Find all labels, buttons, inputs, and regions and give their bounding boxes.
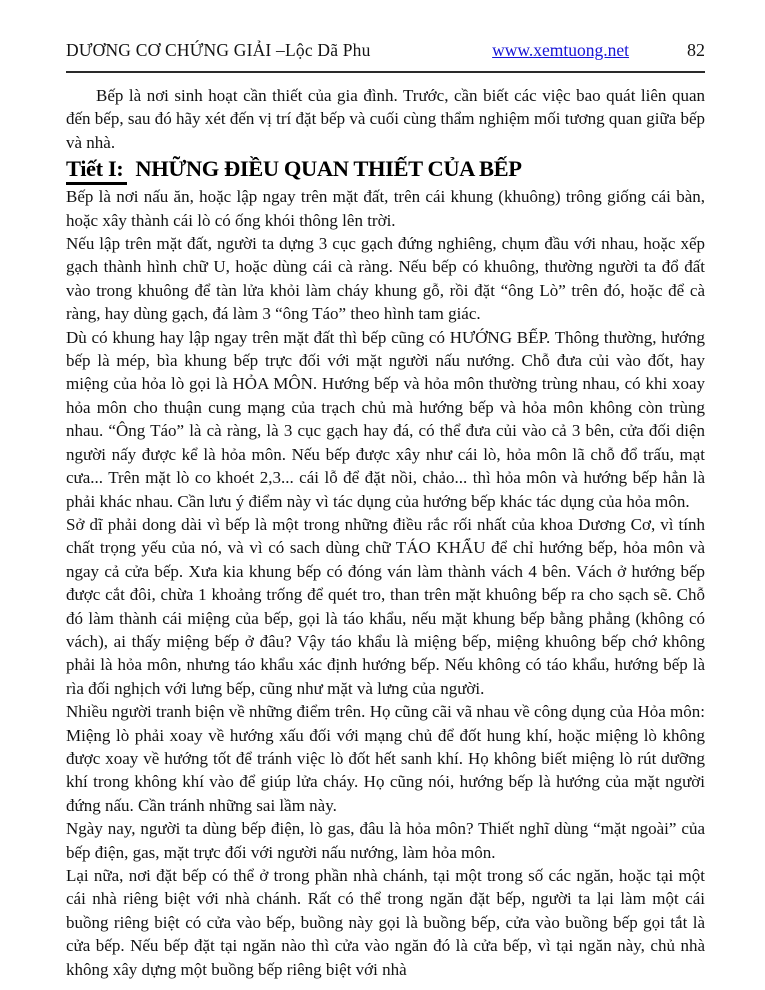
header-right-group — [492, 40, 705, 61]
section-heading — [66, 155, 705, 185]
body-paragraph: Nếu lập trên mặt đất, người ta dựng 3 cục gạch đứng nghiêng, chụm đầu với nhau, hoặc xếp gạch thành hình chữ U, hoặc dùng cái cà ràng. Nếu bếp có khuông, thường người ta đổ đất vào trong khuông để tàn lửa khỏi làm cháy khung gỗ, rồi đặt “ông Lò” trên đó, hoặc để cà ràng, hay dùng gạch, đá làm 3 “ông Táo” theo hình tam giác. — [66, 234, 705, 324]
section-heading-label: Tiết I: — [66, 155, 127, 185]
body-content — [66, 84, 705, 981]
document-title: DƯƠNG CƠ CHỨNG GIẢI –Lộc Dã Phu — [66, 40, 371, 60]
body-paragraph: Bếp là nơi nấu ăn, hoặc lập ngay trên mặt đất, trên cái khung (khuông) trông giống cái bàn, hoặc xây thành cái lò có ống khói thông lên trời. — [66, 187, 705, 230]
body-paragraph: Sở dĩ phải dong dài vì bếp là một trong những điều rắc rối nhất của khoa Dương Cơ, vì tính chất trọng yếu của nó, và vì có sach dùng chữ TÁO KHẨU để chỉ hướng bếp, hỏa môn và ngay cả cửa bếp. Xưa kia khung bếp có đóng ván làm thành vách 4 bên. Vách ở hướng bếp được cắt đôi, chừa 1 khoảng trống để quét tro, than trên mặt khuông bếp ra cho sạch sẽ. Chỗ đó làm thành cái miệng của bếp, gọi là táo khẩu, nếu mặt khung bếp bằng phẳng (không có vách), ai thấy miệng bếp ở đâu? Vậy táo khẩu là miệng bếp, miệng khuông bếp chớ không phải là hỏa môn, nhưng táo khẩu xác định hướng bếp. Nếu không có táo khẩu, hướng bếp là rìa đối nghịch với lưng bếp, cũng như mặt và lưng của người. — [66, 514, 705, 698]
website-link[interactable]: www.xemtuong.net — [492, 40, 629, 60]
body-paragraph: Nhiều người tranh biện về những điểm trên. Họ cũng cãi vã nhau về công dụng của Hỏa môn: Miệng lò phải xoay về hướng xấu đối với mạng chủ để đốt hung khí, hoặc miệng lò không được xoay về hướng tốt để tránh việc lò đốt hết sanh khí. Họ không biết miệng lò rút dưỡng khí trong không khí vào để giúp lửa cháy. Họ cũng nói, hướng bếp là hướng của mặt người đứng nấu. Cần tránh những sai lầm này. — [66, 702, 705, 815]
intro-paragraph: Bếp là nơi sinh hoạt cần thiết của gia đình. Trước, cần biết các việc bao quát liên quan đến bếp, sau đó hãy xét đến vị trí đặt bếp và cuối cùng thẩm nghiệm mối tương quan giữa bếp và nhà. — [66, 86, 705, 152]
page-number: 82 — [687, 40, 705, 60]
section-heading-title: NHỮNG ĐIỀU QUAN THIẾT CỦA BẾP — [135, 156, 522, 182]
page-header — [66, 40, 705, 73]
body-paragraph: Ngày nay, người ta dùng bếp điện, lò gas, đâu là hỏa môn? Thiết nghĩ dùng “mặt ngoài” của bếp điện, gas, mặt trực đối với người nấu nướng, làm hỏa môn. — [66, 819, 705, 862]
body-paragraph: Dù có khung hay lập ngay trên mặt đất thì bếp cũng có HƯỚNG BẾP. Thông thường, hướng bếp là mép, bìa khung bếp trực đối với mặt người nấu nướng. Chỗ đưa củi vào đốt, hay miệng của hỏa lò gọi là HỎA MÔN. Hướng bếp và hỏa môn thường trùng nhau, có khi xoay hỏa môn cho thuận cung mạng của trạch chủ mà hướng bếp và hỏa môn không còn trùng nhau. “Ông Táo” là cà ràng, là 3 cục gạch hay đá, có thể đưa củi vào cả 3 bên, cửa đối diện người nấy được kể là hỏa môn. Nếu bếp được xây như cái lò, hỏa môn lã chỗ đổ trấu, mạt cưa... Trên mặt lò co khoét 2,3... cái lỗ để đặt nồi, chảo... thì hỏa môn và hướng bếp hẳn là phải khác nhau. Cần lưu ý điểm này vì tác dụng của hướng bếp khác tác dụng của hỏa môn. — [66, 327, 705, 511]
body-paragraph: Lại nữa, nơi đặt bếp có thể ở trong phần nhà chánh, tại một trong số các ngăn, hoặc tại một cái nhà riêng biệt với nhà chánh. Rất có thể trong ngăn đặt bếp, người ta lại làm một cái buồng riêng biệt có cửa vào bếp, buồng này gọi là buồng bếp, cửa vào buồng bếp gọi tắt là cửa bếp. Nếu bếp đặt tại ngăn nào thì cửa vào ngăn đó là cửa bếp, vì tại ngăn này, chủ nhà không xây dựng một buồng bếp riêng biệt với nhà — [66, 866, 705, 979]
